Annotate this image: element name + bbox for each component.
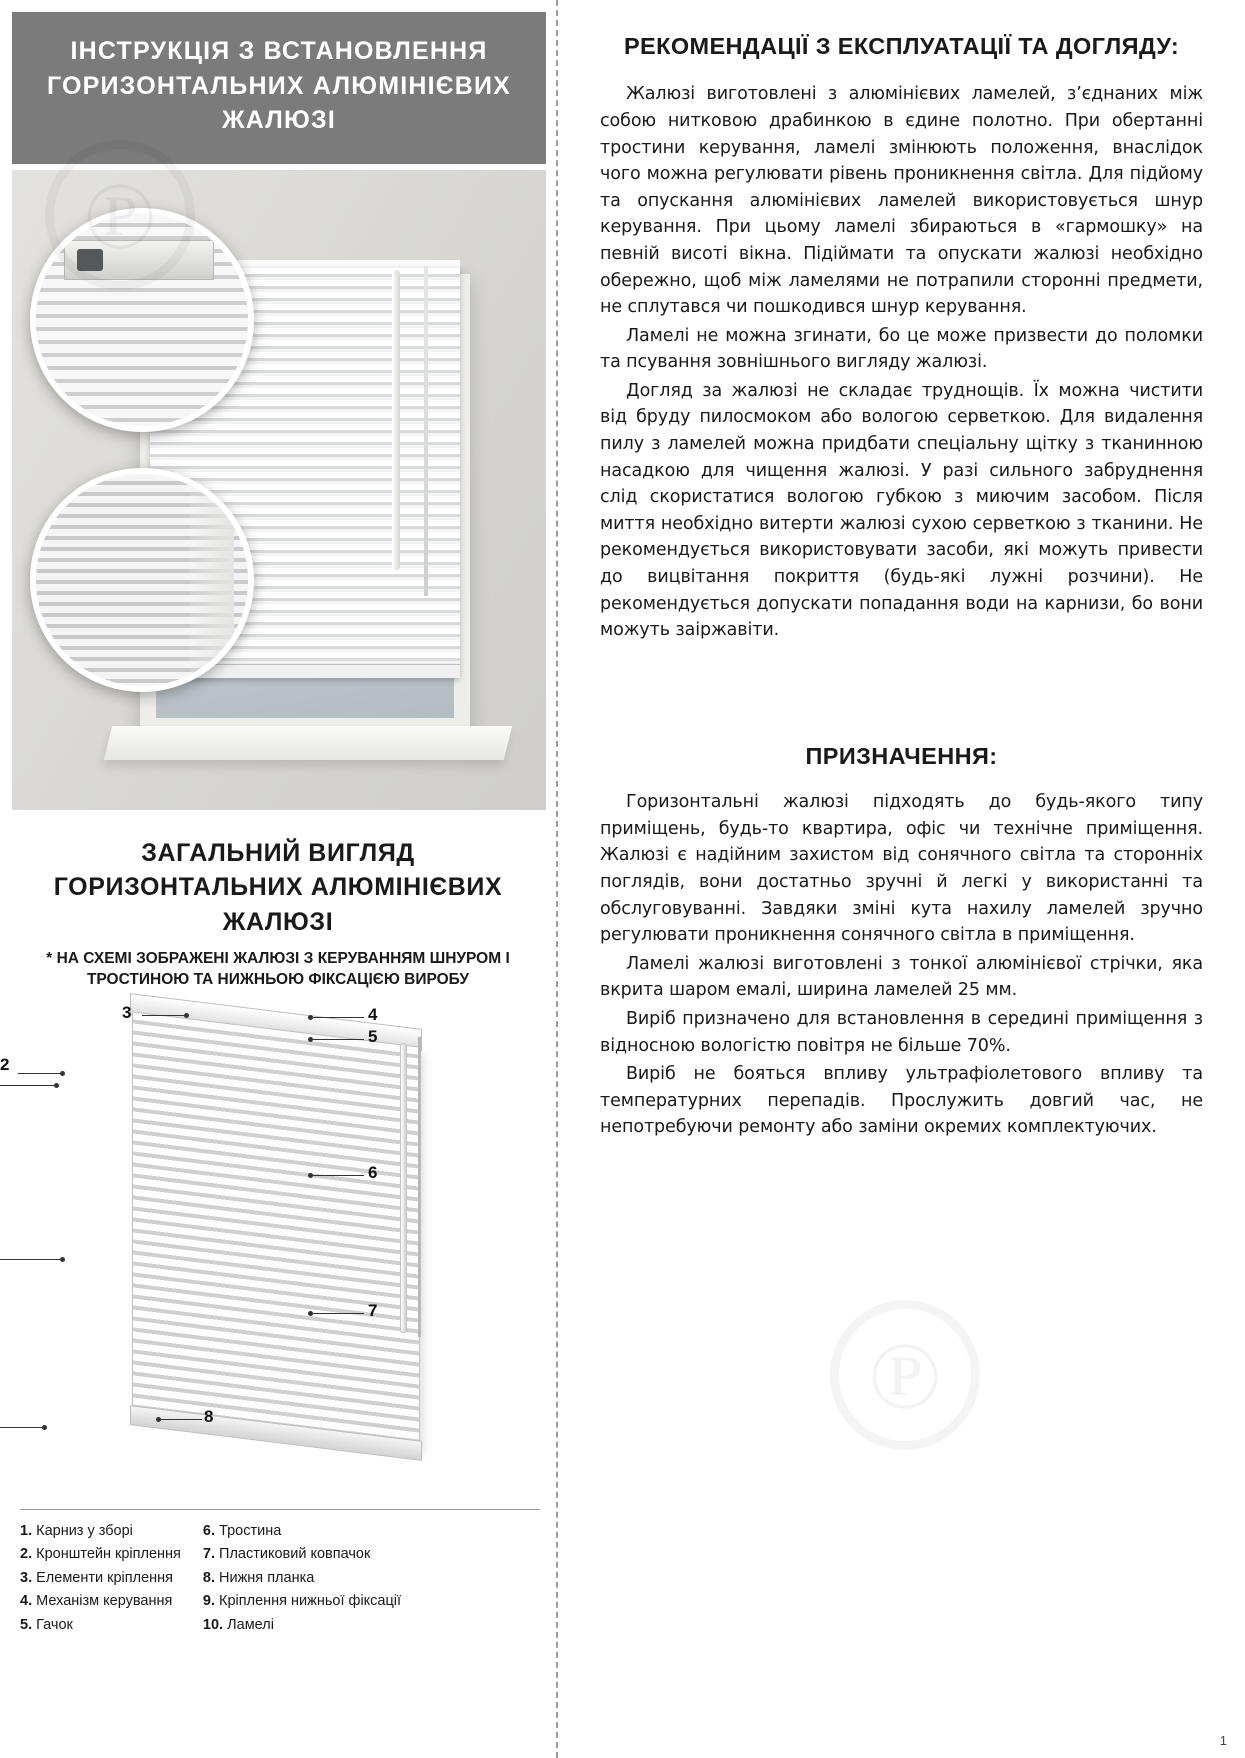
list-item [203,1543,401,1566]
callout-8-leader [160,1419,202,1420]
install-title-line-3: ЖАЛЮЗІ [221,106,337,134]
care-section-body [600,81,1203,643]
paragraph: Виріб не бояться впливу ультрафіолетового впливу та температурних перепадів. Прослужить довгий час, не непотребуючи ремонту або заміни окремих комплектуючих. [600,1064,1203,1138]
legend-number: 8. [202,1569,215,1586]
legend-number: 10. [202,1616,224,1633]
overview-title-line-3: ЖАЛЮЗІ [222,907,334,936]
install-title-line-1: ІНСТРУКЦІЯ З ВСТАНОВЛЕННЯ [70,37,488,65]
callout-2-leader [18,1073,60,1074]
callout-5-leader [312,1039,364,1040]
diagram-slats [132,1011,420,1446]
callout-1-dot [54,1083,59,1088]
legend-text: Тростина [219,1522,282,1539]
blind-diagram [0,1002,544,1503]
callout-10-dot [60,1257,65,1262]
list-item [203,1520,401,1543]
legend-text: Ламелі [227,1616,274,1633]
legend-text: Механізм керування [36,1593,173,1610]
callout-9-leader [0,1427,42,1428]
legend-number: 9. [202,1593,215,1610]
callout-6-leader [312,1175,364,1176]
diagram-legend [20,1509,540,1637]
callout-8: 8 [204,1406,214,1426]
installation-photo [12,170,546,810]
install-title-block [12,12,546,164]
callout-2-dot [60,1071,65,1076]
callout-3: 3 [122,1002,132,1022]
list-item [20,1543,181,1566]
legend-text: Гачок [36,1616,73,1633]
legend-text: Кріплення нижньої фіксації [219,1593,402,1610]
callout-9-dot [42,1425,47,1430]
list-item [203,1567,401,1590]
paragraph: Догляд за жалюзі не складає труднощів. Їх можна чистити від бруду пилосмоком або вологою серветкою. Для видалення пилу з ламелей можна придбати спеціальну щітку з тканинною насадкою для чищення жалюзі. У разі сильного забруднення слід скористатися вологою губкою з миючим засобом. Після миття необхідно витерти жалюзі сухою серветкою з тканини. Не рекомендується використовувати засоби, які можуть привести до вицвітання покриття (будь-які лужні розчини). Не рекомендується допускати попадання води на карнизи, бо вони можуть заіржавіти. [600,380,1203,641]
legend-number: 3. [20,1569,33,1586]
control-wand [392,270,400,570]
callout-5-dot [308,1037,313,1042]
callout-8-dot [156,1417,161,1422]
overview-title-note: * НА СХЕМІ ЗОБРАЖЕНІ ЖАЛЮЗІ З КЕРУВАННЯМ ШНУРОМ І ТРОСТИНОЮ ТА НИЖНЬОЮ ФІКСАЦІЄЮ ВИРОБУ [46,950,510,988]
install-title-line-2: ГОРИЗОНТАЛЬНИХ АЛЮМІНІЄВИХ [46,71,512,100]
purpose-section-body [600,789,1203,1141]
list-item [20,1567,181,1590]
paragraph: Виріб призначено для встановлення в середині приміщення з відносною вологістю повітря не більше 70%. [600,1008,1203,1056]
page-number: 1 [1219,1733,1227,1748]
callout-3-leader [142,1015,184,1016]
callout-3-dot [184,1013,189,1018]
legend-text: Карниз у зборі [36,1522,133,1539]
legend-number: 2. [20,1546,33,1563]
list-item [20,1520,181,1543]
callout-1-leader [0,1085,54,1086]
callout-7: 7 [368,1300,378,1320]
diagram-cord [418,1037,421,1337]
list-item [20,1614,181,1637]
paragraph: Горизонтальні жалюзі підходять до будь-якого типу приміщень, будь-то квартира, офіс чи технічне приміщення. Жалюзі є надійним захистом від сонячного світла та сторонніх поглядів, вони достатньо зручні й легкі у використанні та обслуговуванні. Завдяки зміні кута нахилу ламелей зручно регулювати проникнення сонячного світла в приміщення. [600,792,1203,946]
legend-column-right [203,1520,401,1637]
callout-10-leader [0,1259,60,1260]
diagram-wand [400,1043,407,1333]
watermark-icon: ℗ [830,1300,980,1450]
list-item [20,1590,181,1613]
legend-text: Нижня планка [219,1569,315,1586]
legend-number: 7. [202,1546,215,1563]
legend-text: Кронштейн кріплення [36,1546,181,1563]
callout-4-leader [312,1017,364,1018]
callout-4-dot [308,1015,313,1020]
legend-column-left [20,1520,181,1637]
legend-text: Пластиковий ковпачок [219,1546,371,1563]
callout-2: 2 [0,1054,10,1074]
paragraph: Жалюзі виготовлені з алюмінієвих ламелей, з’єднаних між собою нитковою драбинкою в єдине полотно. При обертанні тростини керування, ламелі змінюють положення, внаслідок чого можна регулювати рівень проникнення світла. Для підйому та опускання алюмінієвих ламелей використовується шнур керування. При цьому ламелі збираються в «гармошку» на певній висоті вікна. Підіймати та опускати жалюзі необхідно обережно, щоб між ламелями не потрапили сторонні предмети, не сплутався чи пошкодився шнур керування. [600,84,1203,318]
callout-6-dot [308,1173,313,1178]
overview-title-block [24,836,532,991]
callout-5: 5 [368,1026,378,1046]
purpose-section-title: ПРИЗНАЧЕННЯ: [805,742,998,769]
legend-text: Елементи кріплення [36,1569,174,1586]
list-item [203,1614,401,1637]
control-cord [424,266,428,596]
left-column [0,0,556,1758]
legend-number: 6. [202,1522,215,1539]
paragraph: Ламелі не можна згинати, бо це може призвести до поломки та псування зовнішнього вигляду жалюзі. [600,325,1203,373]
callout-7-dot [308,1311,313,1316]
legend-number: 1. [20,1522,33,1539]
legend-number: 4. [20,1593,33,1610]
column-divider [556,0,558,1758]
care-section-title: РЕКОМЕНДАЦІЇ З ЕКСПЛУАТАЦІЇ ТА ДОГЛЯДУ: [623,33,1180,59]
detail-zoom-top [30,208,254,432]
legend-number: 5. [20,1616,33,1633]
callout-7-leader [312,1313,364,1314]
window-sill [104,726,512,760]
paragraph: Ламелі жалюзі виготовлені з тонкої алюмінієвої стрічки, яка вкрита шаром емалі, ширина ламелей 25 мм. [600,953,1203,1001]
list-item [203,1590,401,1613]
callout-6: 6 [368,1162,378,1182]
slat-end-detail [190,474,234,686]
right-column [556,0,1245,1758]
detail-zoom-bottom [30,468,254,692]
overview-title-line-1: ЗАГАЛЬНИЙ ВИГЛЯД [141,838,415,867]
callout-4: 4 [368,1004,378,1024]
mounting-bracket [64,240,214,280]
overview-title-line-2: ГОРИЗОНТАЛЬНИХ АЛЮМІНІЄВИХ [53,873,503,901]
